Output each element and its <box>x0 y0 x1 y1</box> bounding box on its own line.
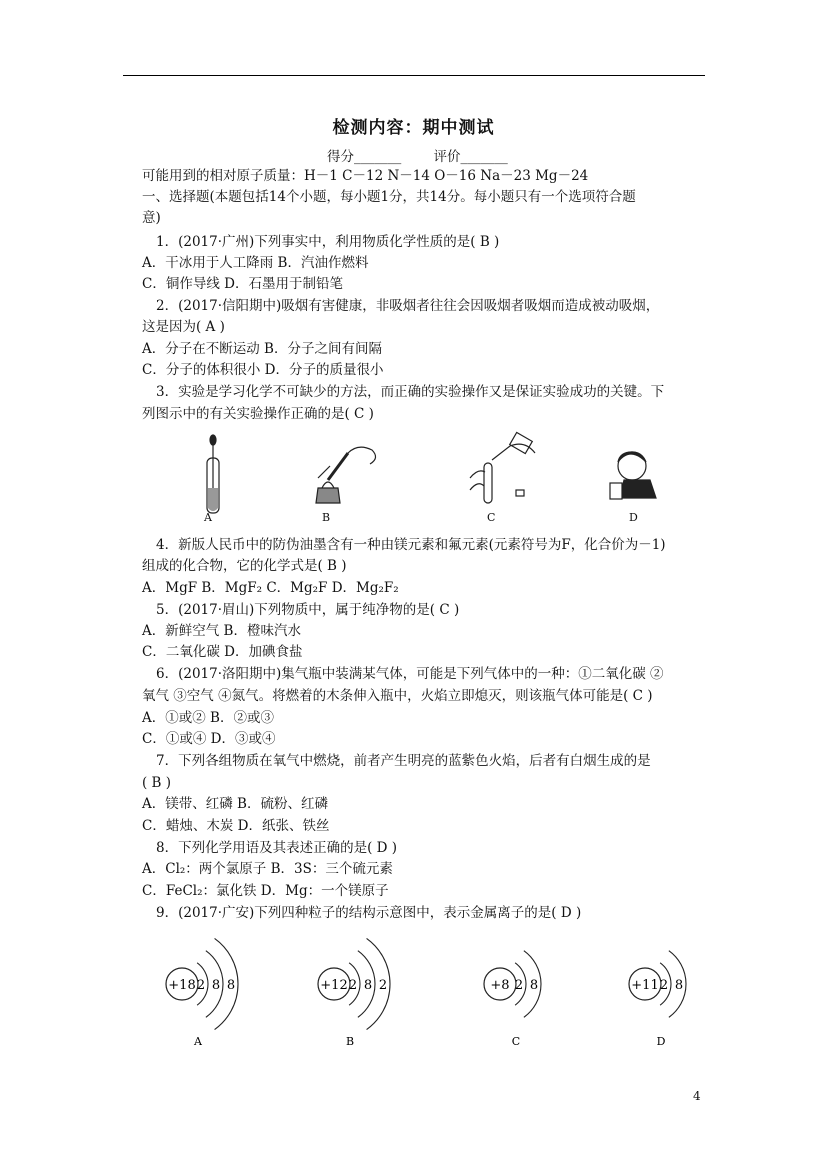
q4-options: A．MgF B．MgF₂ C．Mg₂F D．Mg₂F₂ <box>142 580 399 596</box>
question-6-cont: 氧气 ③空气 ④氮气。将燃着的木条伸入瓶中，火焰立即熄灭，则该瓶气体可能是( C ) <box>142 688 653 704</box>
atom-option-label: D <box>656 1035 666 1048</box>
q1-options-ab: A．干冰用于人工降雨 B．汽油作燃料 <box>142 255 369 271</box>
atomic-mass-line: 可能用到的相对原子质量：H－1 C－12 N－14 O－16 Na－23 Mg－24 <box>142 168 589 184</box>
shell-electron-count: 8 <box>211 978 221 993</box>
atom-diagram-b <box>318 938 390 1048</box>
eval-label: 评价_______ <box>433 149 508 165</box>
shell-electron-count: 8 <box>226 978 236 993</box>
shell-electron-count: 2 <box>378 978 388 993</box>
shell-electron-count: 2 <box>196 978 206 993</box>
question-1: 1．(2017·广州)下列事实中，利用物质化学性质的是( B ) <box>156 234 500 250</box>
question-6: 6．(2017·洛阳期中)集气瓶中装满某气体，可能是下列气体中的一种：①二氧化碳 ② <box>156 666 664 682</box>
q5-options-cd: C．二氧化碳 D．加碘食盐 <box>142 644 303 660</box>
section-heading: 一、选择题(本题包括14个小题，每小题1分，共14分。每小题只有一个选项符合题 <box>142 189 636 205</box>
header-rule <box>123 75 705 76</box>
nucleus-charge: +8 <box>490 978 510 993</box>
question-2-cont: 这是因为( A ) <box>142 319 225 335</box>
fig3-label-c: C <box>487 511 496 524</box>
question-7-cont: ( B ) <box>142 775 172 791</box>
pouring-liquid-image <box>470 432 535 503</box>
q1-options-cd: C．铜作导线 D．石墨用于制铅笔 <box>142 276 343 292</box>
atom-option-label: A <box>194 1035 202 1048</box>
q7-options-cd: C．蜡烛、木炭 D．纸张、铁丝 <box>142 818 330 834</box>
atom-option-label: B <box>345 1035 355 1048</box>
atom-diagram-a <box>166 938 238 1048</box>
atom-diagram-d <box>629 951 686 1048</box>
atomic-structure-figure <box>150 928 710 1058</box>
question-7: 7．下列各组物质在氧气中燃烧，前者产生明亮的蓝紫色火焰，后者有白烟生成的是 <box>156 753 651 769</box>
shell-electron-count: 2 <box>659 978 669 993</box>
question-5: 5．(2017·眉山)下列物质中，属于纯净物的是( C ) <box>156 602 460 618</box>
atom-diagram-c <box>484 951 541 1048</box>
shell-electron-count: 2 <box>514 978 524 993</box>
q6-options-cd: C．①或④ D．③或④ <box>142 731 276 747</box>
atom-option-label: C <box>511 1035 521 1048</box>
page-number: 4 <box>693 1089 701 1103</box>
shell-electron-count: 8 <box>363 978 373 993</box>
section-heading-cont: 意) <box>142 210 161 226</box>
nucleus-charge: +18 <box>168 978 196 993</box>
q8-options-ab: A．Cl₂：两个氯原子 B．3S：三个硫元素 <box>142 861 393 877</box>
page-title: 检测内容：期中测试 <box>332 118 495 138</box>
shell-electron-count: 8 <box>674 978 684 993</box>
question-2: 2．(2017·信阳期中)吸烟有害健康，非吸烟者往往会因吸烟者吸烟而造成被动吸烟， <box>156 298 660 314</box>
dropper-in-tube-image <box>207 435 219 513</box>
q6-options-ab: A．①或② B．②或③ <box>142 710 274 726</box>
lab-operations-figure <box>180 428 660 528</box>
nucleus-charge: +12 <box>320 978 348 993</box>
fig3-label-a: A <box>204 511 212 524</box>
question-3-cont: 列图示中的有关实验操作正确的是( C ) <box>142 406 374 422</box>
question-9: 9．(2017·广安)下列四种粒子的结构示意图中，表示金属离子的是( D ) <box>156 905 582 921</box>
score-fields <box>327 145 536 165</box>
nucleus-charge: +11 <box>631 978 659 993</box>
heating-tube-image <box>316 447 376 503</box>
q2-options-ab: A．分子在不断运动 B．分子之间有间隔 <box>142 341 382 357</box>
question-4: 4．新版人民币中的防伪油墨含有一种由镁元素和氟元素(元素符号为F，化合价为－1) <box>156 537 666 553</box>
question-3: 3．实验是学习化学不可缺少的方法，而正确的实验操作又是保证实验成功的关键。下 <box>156 384 665 400</box>
fig3-label-b: B <box>322 511 331 524</box>
fig3-label-d: D <box>629 511 638 524</box>
score-label: 得分_______ <box>327 149 402 165</box>
q8-options-cd: C．FeCl₂：氯化铁 D．Mg：一个镁原子 <box>142 883 389 899</box>
shell-electron-count: 8 <box>529 978 539 993</box>
question-8: 8．下列化学用语及其表述正确的是( D ) <box>156 840 398 856</box>
q5-options-ab: A．新鲜空气 B．橙味汽水 <box>142 623 301 639</box>
question-4-cont: 组成的化合物，它的化学式是( B ) <box>142 558 347 574</box>
smelling-gas-image <box>610 452 656 499</box>
q7-options-ab: A．镁带、红磷 B．硫粉、红磷 <box>142 796 328 812</box>
q2-options-cd: C．分子的体积很小 D．分子的质量很小 <box>142 362 384 378</box>
shell-electron-count: 2 <box>348 978 358 993</box>
